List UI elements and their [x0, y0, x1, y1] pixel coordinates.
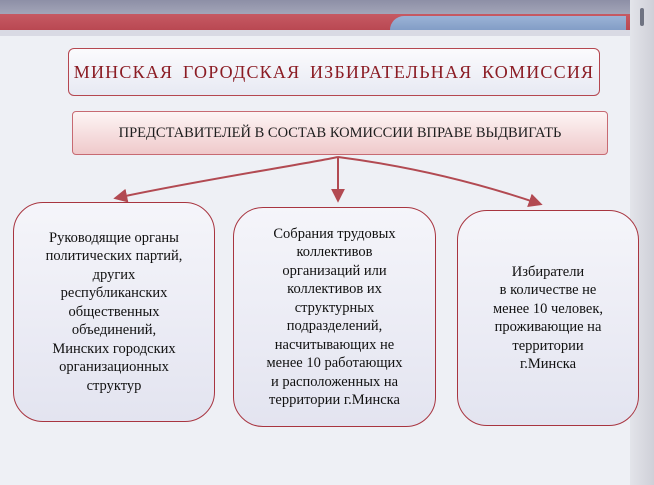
top-band-gray [0, 0, 654, 14]
arrow-left [116, 157, 338, 198]
nominate-subtitle: ПРЕДСТАВИТЕЛЕЙ В СОСТАВ КОМИССИИ ВПРАВЕ ВЫДВИГАТЬ [118, 124, 562, 141]
nominate-subtitle-box [72, 111, 608, 155]
box-labor-collectives-text: Собрания трудовых коллективов организаций или коллективов их структурных подразделений, насчитывающих не менее 10 работающих и расположенных на территории г.Минска [266, 225, 403, 408]
box-voters-text: Избиратели в количестве не менее 10 человек, проживающие на территории г.Минска [492, 263, 604, 372]
box-labor-collectives [233, 207, 436, 427]
box-voters [457, 210, 639, 426]
arrow-right [338, 157, 540, 204]
top-band-light [0, 30, 654, 36]
box-party-bodies [13, 202, 215, 422]
commission-title-box [68, 48, 600, 96]
box-party-bodies-text: Руководящие органы политических партий, других республиканских общественных объединений, Минских городских организационных структур [45, 229, 183, 394]
commission-title: МИНСКАЯ ГОРОДСКАЯ ИЗБИРАТЕЛЬНАЯ КОМИССИЯ [73, 61, 595, 82]
edge-marker [640, 8, 644, 26]
